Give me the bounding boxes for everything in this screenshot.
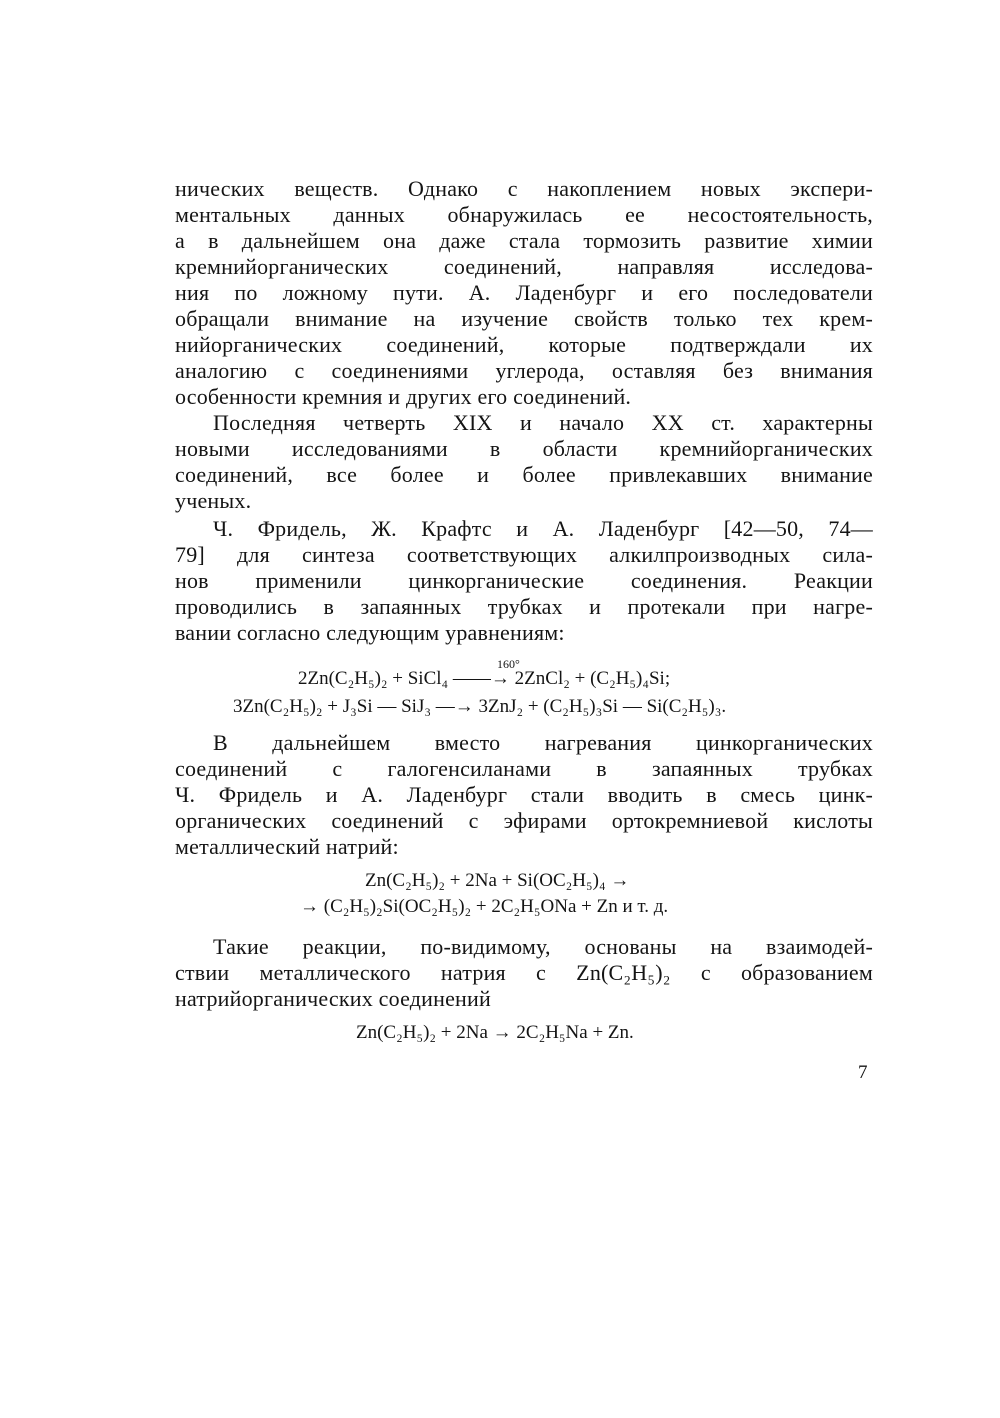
equation-1-left: 2Zn(C₂H₅)₂ + SiCl₄ bbox=[298, 668, 449, 689]
text-line: Такие реакции, по-видимому, основаны на взаимодей- bbox=[213, 934, 873, 959]
equation-2: 3Zn(C₂H₅)₂ + J₃Si — SiJ₃ —→ 3ZnJ₂ + (C₂H₅)₃Si — Si(C₂H₅)₃. bbox=[233, 696, 727, 717]
text-line: Ч. Фридель, Ж. Крафтс и А. Ладенбург [42—50, 74— bbox=[213, 516, 873, 541]
text-line: Последняя четверть XIX и начало XX ст. характерны bbox=[213, 410, 873, 435]
text-line: обращали внимание на изучение свойств только тех крем- bbox=[175, 306, 873, 331]
text-line: В дальнейшем вместо нагревания цинкорганических bbox=[213, 730, 873, 755]
text-line: ментальных данных обнаружилась ее несостоятельность, bbox=[175, 202, 873, 227]
text-line: аналогию с соединениями углерода, оставляя без внимания bbox=[175, 358, 873, 383]
text-line: проводились в запаянных трубках и протекали при нагре- bbox=[175, 594, 873, 619]
text-line: металлический натрий: bbox=[175, 834, 399, 859]
text-line: натрийорганических соединений bbox=[175, 986, 491, 1011]
equation-1 bbox=[298, 668, 670, 690]
text-line: ученых. bbox=[175, 488, 252, 513]
text-line: новыми исследованиями в области кремнийорганических bbox=[175, 436, 873, 461]
reaction-condition: 160° bbox=[497, 657, 520, 671]
text-line: нических веществ. Однако с накоплением новых экспери- bbox=[175, 176, 873, 201]
equation-3: Zn(C₂H₅)₂ + 2Na + Si(OC₂H₅)₄ → bbox=[365, 870, 630, 891]
equation-5: Zn(C₂H₅)₂ + 2Na → 2C₂H₅Na + Zn. bbox=[356, 1022, 634, 1043]
text-line: вании согласно следующим уравнениям: bbox=[175, 620, 565, 645]
equation-1-right: 2ZnCl₂ + (C₂H₅)₄Si; bbox=[514, 668, 671, 689]
text-line: нийорганических соединений, которые подтверждали их bbox=[175, 332, 873, 357]
page-number: 7 bbox=[858, 1062, 868, 1083]
equation-4: → (C₂H₅)₂Si(OC₂H₅)₂ + 2C₂H₅ONa + Zn и т. д. bbox=[300, 896, 669, 917]
text-line: а в дальнейшем она даже стала тормозить развитие химии bbox=[175, 228, 873, 253]
text-line: соединений с галогенсиланами в запаянных трубках bbox=[175, 756, 873, 781]
text-line: ствии металлического натрия с Zn(C₂H₅)₂ с образованием bbox=[175, 960, 873, 985]
text-line: органических соединений с эфирами ортокремниевой кислоты bbox=[175, 808, 873, 833]
text-line: Ч. Фридель и А. Ладенбург стали вводить в смесь цинк- bbox=[175, 782, 873, 807]
equation-1-arrow: ——→ bbox=[452, 668, 510, 689]
text-line: ния по ложному пути. А. Ладенбург и его последователи bbox=[175, 280, 873, 305]
text-line: соединений, все более и более привлекавших внимание bbox=[175, 462, 873, 487]
text-line: нов применили цинкорганические соединения. Реакции bbox=[175, 568, 873, 593]
text-line: 79] для синтеза соответствующих алкилпроизводных сила- bbox=[175, 542, 873, 567]
text-line: кремнийорганических соединений, направляя исследова- bbox=[175, 254, 873, 279]
text-line: особенности кремния и других его соединений. bbox=[175, 384, 632, 409]
